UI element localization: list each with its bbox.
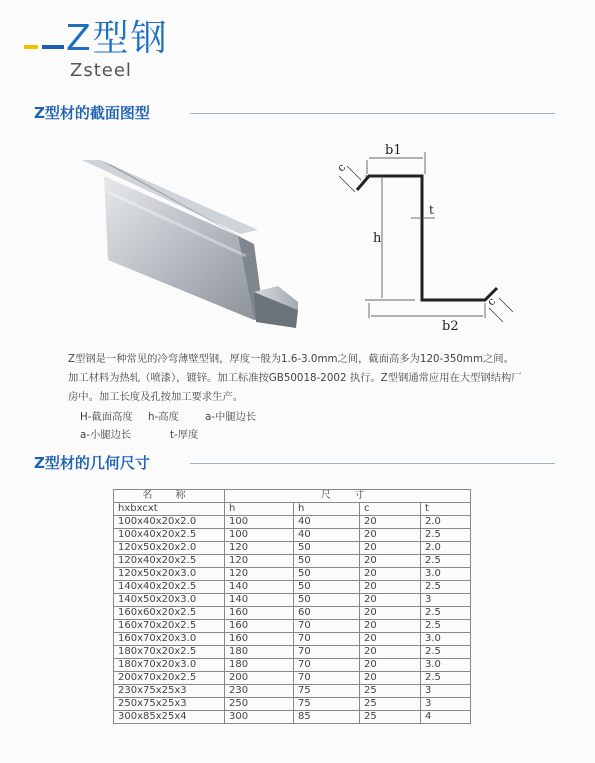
table-cell: 50 <box>294 581 360 594</box>
table-cell: 160x60x20x2.5 <box>114 607 225 620</box>
table-cell: 70 <box>294 620 360 633</box>
page-subtitle: Zsteel <box>70 60 132 81</box>
table-row <box>114 633 471 646</box>
table-row <box>114 711 471 724</box>
table-subheader-row <box>114 503 471 516</box>
legend-item: a-小腿边长 <box>80 429 132 441</box>
table-cell: 2.5 <box>421 620 471 633</box>
column-header: hxbxcxt <box>114 503 225 516</box>
table-row <box>114 555 471 568</box>
table-cell: 100x40x20x2.0 <box>114 516 225 529</box>
table-cell: 20 <box>360 581 421 594</box>
table-cell: 2.0 <box>421 542 471 555</box>
table-cell: 3.0 <box>421 659 471 672</box>
table-cell: 250x75x25x3 <box>114 698 225 711</box>
table-cell: 120x50x20x3.0 <box>114 568 225 581</box>
column-header: h <box>294 503 360 516</box>
table-cell: 140x50x20x3.0 <box>114 594 225 607</box>
table-cell: 200x70x20x2.5 <box>114 672 225 685</box>
table-row <box>114 672 471 685</box>
section-title-dimensions: Z型材的几何尺寸 <box>34 454 150 472</box>
table-row <box>114 568 471 581</box>
table-cell: 70 <box>294 646 360 659</box>
table-cell: 250 <box>225 698 294 711</box>
table-cell: 60 <box>294 607 360 620</box>
table-cell: 20 <box>360 620 421 633</box>
header-dimensions: 尺 寸 <box>225 490 471 503</box>
description-line-1: Z型钢是一种常见的冷弯薄壁型钢，厚度一般为1.6-3.0mm之间，截面高多为120-350mm之间。 <box>68 353 514 365</box>
z-section-diagram <box>325 140 525 330</box>
table-cell: 20 <box>360 672 421 685</box>
label-t: t <box>429 203 434 217</box>
table-cell: 2.5 <box>421 529 471 542</box>
table-row <box>114 685 471 698</box>
section-title-cross-section: Z型材的截面图型 <box>34 104 150 122</box>
table-row <box>114 516 471 529</box>
legend-item: H-截面高度 <box>80 411 133 423</box>
table-cell: 200 <box>225 672 294 685</box>
table-cell: 20 <box>360 542 421 555</box>
table-cell: 25 <box>360 685 421 698</box>
table-header-row <box>114 490 471 503</box>
table-cell: 180x70x20x3.0 <box>114 659 225 672</box>
table-cell: 20 <box>360 659 421 672</box>
table-cell: 160x70x20x2.5 <box>114 620 225 633</box>
table-cell: 25 <box>360 698 421 711</box>
table-cell: 20 <box>360 607 421 620</box>
header-name: 名 称 <box>114 490 225 503</box>
table-cell: 20 <box>360 568 421 581</box>
table-cell: 100 <box>225 529 294 542</box>
table-cell: 2.5 <box>421 672 471 685</box>
table-row <box>114 581 471 594</box>
legend-item: a-中腿边长 <box>205 411 257 423</box>
table-cell: 230 <box>225 685 294 698</box>
table-cell: 70 <box>294 633 360 646</box>
table-row <box>114 620 471 633</box>
table-cell: 50 <box>294 594 360 607</box>
table-cell: 160 <box>225 633 294 646</box>
label-h: h <box>373 231 382 246</box>
table-cell: 20 <box>360 633 421 646</box>
table-cell: 3 <box>421 698 471 711</box>
table-cell: 2.5 <box>421 555 471 568</box>
table-cell: 140 <box>225 581 294 594</box>
table-row <box>114 698 471 711</box>
table-cell: 70 <box>294 672 360 685</box>
table-cell: 3 <box>421 685 471 698</box>
legend-item: h-高度 <box>148 411 179 423</box>
table-cell: 2.5 <box>421 607 471 620</box>
section-divider <box>190 113 555 114</box>
column-header: c <box>360 503 421 516</box>
table-cell: 75 <box>294 698 360 711</box>
logo-blue-bar <box>42 45 64 49</box>
page-title: Z型钢 <box>66 18 169 59</box>
dimensions-table <box>113 489 470 724</box>
table-row <box>114 659 471 672</box>
description-line-3: 房中。加工长度及孔按加工要求生产。 <box>68 391 244 403</box>
table-cell: 230x75x25x3 <box>114 685 225 698</box>
table-cell: 4 <box>421 711 471 724</box>
table-cell: 70 <box>294 659 360 672</box>
table-cell: 20 <box>360 594 421 607</box>
table-cell: 75 <box>294 685 360 698</box>
table-cell: 20 <box>360 529 421 542</box>
table-cell: 180x70x20x2.5 <box>114 646 225 659</box>
table-cell: 120x40x20x2.5 <box>114 555 225 568</box>
logo-yellow-bar <box>24 45 38 49</box>
table-cell: 100 <box>225 516 294 529</box>
table-cell: 120x50x20x2.0 <box>114 542 225 555</box>
z-steel-photo <box>78 152 298 332</box>
table-cell: 120 <box>225 542 294 555</box>
label-b2: b2 <box>442 319 459 330</box>
table-cell: 20 <box>360 516 421 529</box>
column-header: h <box>225 503 294 516</box>
legend-item: t-厚度 <box>170 429 199 441</box>
table-cell: 300x85x25x4 <box>114 711 225 724</box>
table-cell: 20 <box>360 555 421 568</box>
table-cell: 3.0 <box>421 568 471 581</box>
table-cell: 50 <box>294 555 360 568</box>
table-row <box>114 646 471 659</box>
table-cell: 160x70x20x3.0 <box>114 633 225 646</box>
table-cell: 50 <box>294 542 360 555</box>
label-c-bottom: c <box>484 294 499 309</box>
table-cell: 2.0 <box>421 516 471 529</box>
table-cell: 3.0 <box>421 633 471 646</box>
table-cell: 160 <box>225 607 294 620</box>
table-cell: 20 <box>360 646 421 659</box>
table-cell: 100x40x20x2.5 <box>114 529 225 542</box>
column-header: t <box>421 503 471 516</box>
section-divider <box>190 463 555 464</box>
table-cell: 25 <box>360 711 421 724</box>
table-cell: 85 <box>294 711 360 724</box>
label-b1: b1 <box>385 143 402 158</box>
table-cell: 2.5 <box>421 581 471 594</box>
table-cell: 300 <box>225 711 294 724</box>
table-cell: 180 <box>225 646 294 659</box>
table-cell: 40 <box>294 516 360 529</box>
table-row <box>114 594 471 607</box>
table-row <box>114 529 471 542</box>
table-cell: 140 <box>225 594 294 607</box>
table-cell: 3 <box>421 594 471 607</box>
table-cell: 120 <box>225 555 294 568</box>
table-cell: 160 <box>225 620 294 633</box>
table-cell: 40 <box>294 529 360 542</box>
table-cell: 120 <box>225 568 294 581</box>
table-row <box>114 607 471 620</box>
table-cell: 50 <box>294 568 360 581</box>
table-cell: 140x40x20x2.5 <box>114 581 225 594</box>
table-row <box>114 542 471 555</box>
description-line-2: 加工材料为热轧（喷漆），镀锌。加工标准按GB50018-2002 执行。Z型钢通常应用在大型钢结构厂 <box>68 372 522 384</box>
table-cell: 2.5 <box>421 646 471 659</box>
table-cell: 180 <box>225 659 294 672</box>
label-c-top: c <box>334 160 349 175</box>
